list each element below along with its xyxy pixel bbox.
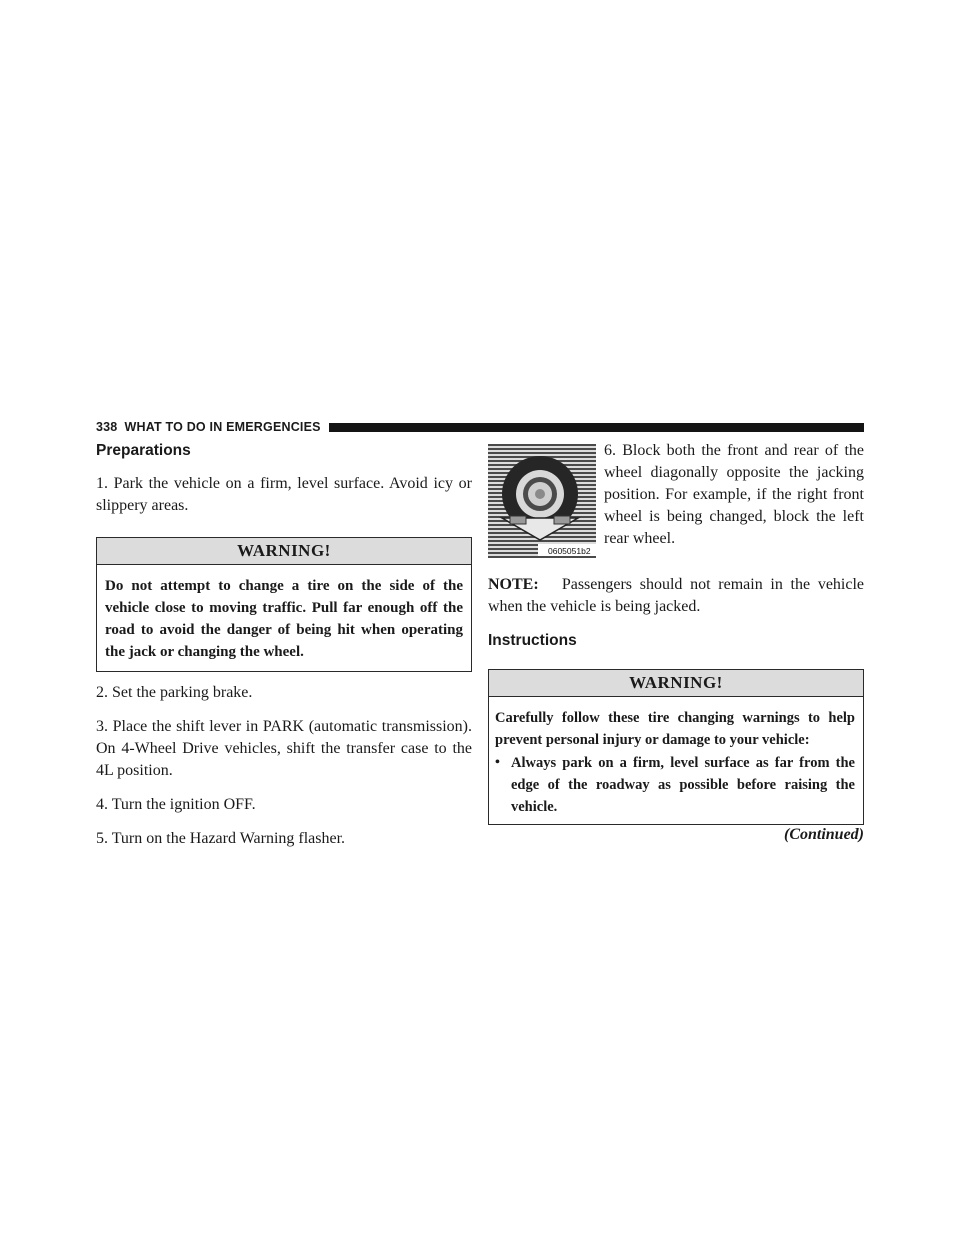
warning-bullet-text: Always park on a firm, level surface as far from the edge of the roadway as possible before raising the vehicle. [511, 755, 855, 815]
page-header [96, 420, 864, 434]
wheel-chock-icon [488, 444, 596, 558]
step-1: 1. Park the vehicle on a firm, level surface. Avoid icy or slippery areas. [96, 475, 472, 514]
note-label: NOTE: [488, 576, 539, 593]
preparations-heading: Preparations [96, 442, 191, 459]
left-column [96, 440, 472, 850]
right-column [488, 440, 864, 844]
step-3: 3. Place the shift lever in PARK (automatic transmission). On 4-Wheel Drive vehicles, shift the transfer case to the 4L position. [96, 718, 472, 779]
warning-intro: Carefully follow these tire changing warnings to help prevent personal injury or damage to your vehicle: [495, 710, 855, 748]
section-title: WHAT TO DO IN EMERGENCIES [124, 420, 321, 434]
step-5: 5. Turn on the Hazard Warning flasher. [96, 830, 346, 847]
warning-content-2 [489, 697, 863, 824]
step-2: 2. Set the parking brake. [96, 684, 253, 701]
note-text: Passengers should not remain in the vehicle when the vehicle is being jacked. [488, 576, 865, 615]
bullet-icon: • [495, 755, 500, 770]
wheel-chock-figure [488, 444, 596, 558]
figure-code: 0605051b2 [548, 546, 591, 556]
note [488, 574, 864, 618]
warning-title-2: WARNING! [489, 670, 863, 697]
page-number: 338 [96, 420, 118, 434]
warning-title: WARNING! [97, 538, 471, 565]
instructions-heading: Instructions [488, 632, 577, 649]
step-4: 4. Turn the ignition OFF. [96, 796, 256, 813]
continued-label: (Continued) [783, 826, 864, 843]
warning-text: Do not attempt to change a tire on the side of the vehicle close to moving traffic. Pull far enough off the road to avoid the danger of being hit when operating the jack or changing the wheel. [105, 578, 463, 660]
warning-box-preparations [96, 537, 472, 672]
warning-box-instructions [488, 669, 864, 825]
step-6: 6. Block both the front and rear of the wheel diagonally opposite the jacking position. For example, if the right front wheel is being changed, block the left rear wheel. [604, 442, 864, 547]
header-rule [329, 423, 864, 432]
warning-bullet [495, 752, 855, 818]
